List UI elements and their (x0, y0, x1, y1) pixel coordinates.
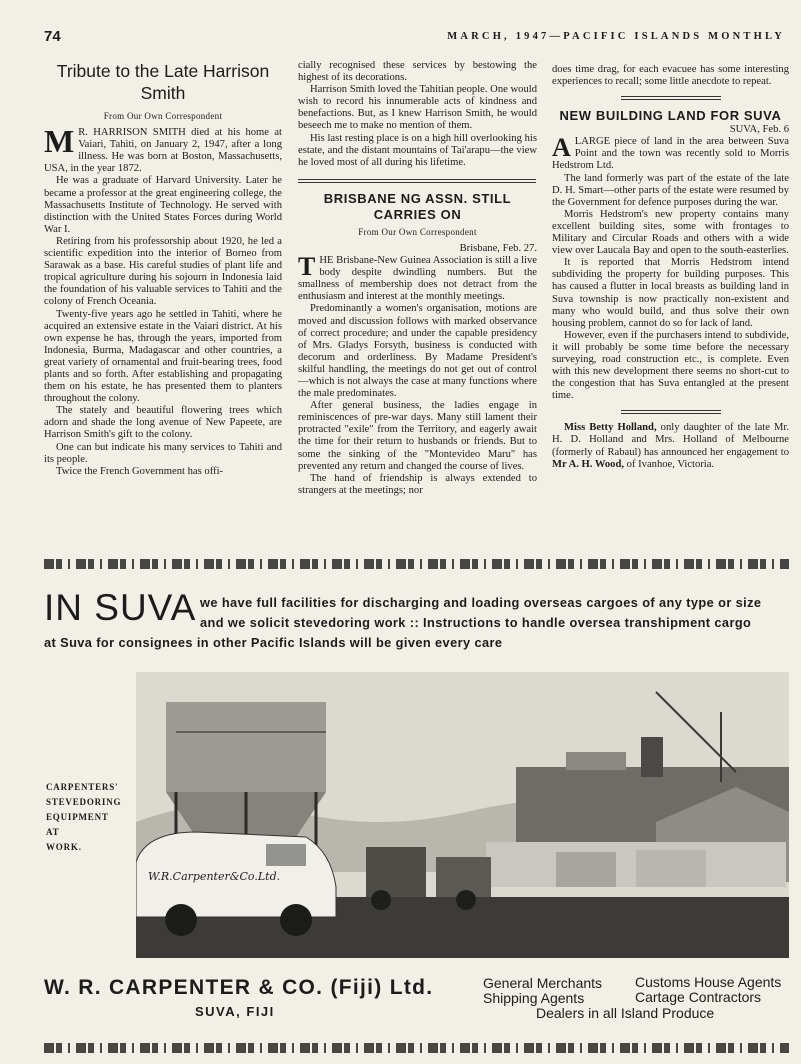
tribute-paragraph-5: The stately and beautiful flowering trees which adorn and shade the long avenue of New Papeete, are Harrison Smith's gift to the colony. (44, 405, 282, 441)
tribute-paragraph-8: cially recognised these services by bestowing the highest of its decorations. (298, 60, 537, 84)
company-name: W. R. CARPENTER & CO. (Fiji) Ltd. (44, 976, 434, 999)
suva-land-paragraph-1: ALARGE piece of land in the area between Suva Point and the town was recently sold to Morris Hedstrom Ltd. (552, 133, 789, 172)
page-number: 74 (44, 28, 61, 45)
service-cartage-contractors: Cartage Contractors (635, 989, 762, 1005)
service-customs-house-agents: Customs House Agents (635, 974, 782, 990)
tribute-paragraph-4: Twenty-five years ago he settled in Tahiti, where he acquired an extensive estate in the Vaiari district. At his own expense he has, through the years, imported from Indonesia, Burma, Madagascar and other countries, a great variety of ornamental and fruit-bearing trees, food plants and so forth. After establishing and propagating them on his estate, he has presented them to planters throughout the colony. (44, 308, 282, 405)
brisbane-dateline: Brisbane, Feb. 27. (459, 242, 537, 254)
suva-land-dateline: SUVA, Feb. 6 (729, 124, 789, 136)
tribute-byline: From Our Own Correspondent (103, 111, 223, 121)
brisbane-paragraph-2: Predominantly a women's organisation, motions are moved and discussion follows with marked observance of correct procedure; and under the capable presidency of Mrs. Gladys Forsyth, business is conducted with decorum and orderliness. By Madame President's skilful handling, the meetings do not get out of control—which is not always the case at many functions where the male predominates. (298, 303, 537, 400)
van-lettering: W.R.Carpenter&Co.Ltd. (148, 870, 281, 883)
decorative-border-bottom (44, 1043, 789, 1053)
tribute-dropcap: M (44, 123, 75, 160)
stevedoring-photo (136, 672, 789, 958)
ad-text-line-2: and we solicit stevedoring work :: Instructions to handle oversea transhipment cargo (200, 615, 752, 630)
brisbane-paragraph-3: After general business, the ladies engage in reminiscences of pre-war days. Many still lament their protracted "exile" from the Territory, and eagerly await the time for their return to husbands or friends. But to some the sinking of the "Montevideo Maru" has prevented any return and changed the course of lives. (298, 400, 537, 472)
brisbane-dropcap: T (298, 252, 316, 282)
engagement-notice: Miss Betty Holland, only daughter of the late Mr. H. D. Holland and Mrs. Holland of Melbourne (formerly of Rabaul) has announced her engagement to Mr A. H. Wood, of Ivanhoe, Victoria. (552, 422, 789, 470)
decorative-border-top (44, 559, 789, 569)
brisbane-paragraph-4: The hand of friendship is always extended to strangers at the meetings; nor (298, 472, 537, 496)
brisbane-paragraph-5: does time drag, for each evacuee has some interesting experiences to recall; some little anecdote to repeat. (552, 64, 789, 88)
tribute-paragraph-7: Twice the French Government has offi- (56, 465, 224, 477)
section-divider (621, 96, 721, 100)
tribute-paragraph-2: He was a graduate of Harvard University. Later he became a professor at the great engineering college, the Massachusetts Institute of Technology. He served with distinction with the United States Forces during World War I. (44, 175, 282, 235)
section-divider (621, 410, 721, 414)
tribute-paragraph-3: Retiring from his professorship about 1920, he led a scientific expedition into the interior of Borneo from Sarawak as a base. His careful studies of plant life and tropical agriculture during his sojourn in Indonesia laid the foundation of his valuable services to Tahiti and the colony of French Oceania. (44, 235, 282, 308)
ad-headline: IN SUVA (44, 587, 197, 628)
photo-caption: CARPENTERS' STEVEDORING EQUIPMENT AT WORK. (46, 782, 122, 852)
suva-land-paragraph-4: It is reported that Morris Hedstrom intend subdividing the property for building purposes. This has caused a flutter in local breasts as building land in Suva township is now practically non-existent and many who would build, and thus solve their own housing problem, cannot do so for lack of land. (552, 257, 789, 329)
suva-land-headline: NEW BUILDING LAND FOR SUVA (559, 108, 782, 124)
tribute-paragraph-6: One can but indicate his many services to Tahiti and its people. (44, 441, 282, 465)
tribute-paragraph-10: His last resting place is on a high hill overlooking his estate, and the distant mountains of Tai'arapu—the view he loved most of all during his lifetime. (298, 132, 537, 168)
company-location: SUVA, FIJI (195, 1004, 275, 1019)
column-2 (298, 60, 537, 497)
tribute-paragraph-1: M R. HARRISON SMITH died at his home at Vaiari, Tahiti, on January 2, 1947, after a long illness. He was born at Boston, Massachusetts, USA, in the year 1872. (44, 123, 282, 175)
suva-land-dropcap: A (552, 133, 571, 163)
ad-text-line-3: at Suva for consignees in other Pacific Islands will be given every care (44, 635, 503, 650)
brisbane-headline: BRISBANE NG ASSN. STILL CARRIES ON (323, 190, 512, 222)
service-shipping-agents: Shipping Agents (483, 990, 585, 1006)
column-3 (552, 64, 789, 471)
brisbane-byline: From Our Own Correspondent (358, 226, 477, 237)
ad-text-line-1: we have full facilities for discharging and loading overseas cargoes of any type or size (200, 595, 762, 610)
tribute-paragraph-9: Harrison Smith loved the Tahitian people. One would wish to record his innumerable acts of kindness and benefactions. But, as I knew Harrison Smith, he would beseech me to make no mention of them. (298, 84, 537, 132)
suva-land-paragraph-2: The land formerly was part of the estate of the late D. H. Smart—other parts of the estate were resumed by the Government for defence purposes during the war. (552, 172, 789, 208)
tribute-headline: Tribute to the Late Harrison Smith (56, 61, 270, 103)
page-header (44, 28, 785, 48)
brisbane-paragraph-1: THE Brisbane-New Guinea Association is still a live body despite dwindling numbers. But the smallness of membership does not detract from the enthusiasm and interest at the monthly meetings. (298, 252, 537, 303)
wharf-scene-illustration (136, 672, 789, 958)
column-1 (44, 60, 282, 478)
suva-land-paragraph-5: However, even if the purchasers intend to subdivide, it will probably be some time before the necessary surveying, road construction etc., is complete. Even with this new development there seems no short-cut to the congestion that has Suva entangled at the present time. (552, 329, 789, 402)
service-island-produce: Dealers in all Island Produce (536, 1005, 715, 1021)
running-head: MARCH, 1947—PACIFIC ISLANDS MONTHLY (447, 31, 785, 42)
section-divider (298, 179, 536, 183)
service-general-merchants: General Merchants (483, 975, 603, 991)
suva-land-paragraph-3: Morris Hedstrom's new property contains many excellent building sites, some with frontages to Military and Circular Roads and others with a wide view over Laucala Bay and open to the south-easterlies. (552, 208, 789, 257)
